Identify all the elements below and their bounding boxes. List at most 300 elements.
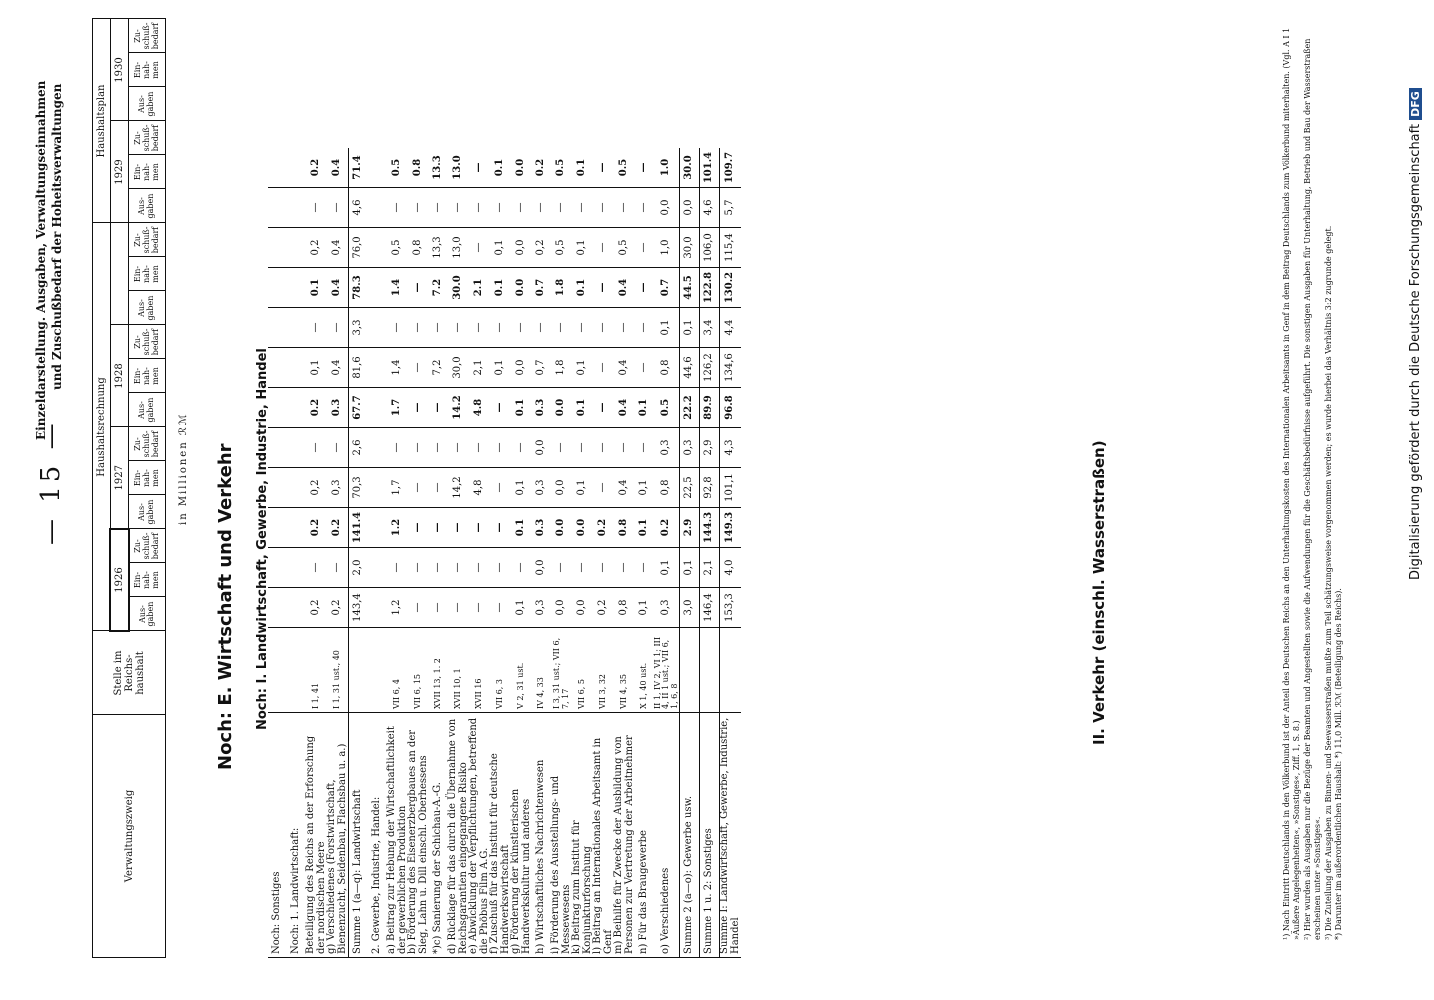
- row-value: —: [551, 548, 572, 588]
- row-value: [268, 588, 287, 628]
- header-group-1: Haushaltsrechnung: [93, 223, 111, 631]
- row-value: [368, 548, 387, 588]
- row-value: —: [429, 468, 448, 508]
- row-value: 0.4: [614, 268, 635, 308]
- row-value: 0.2: [306, 148, 327, 188]
- row-value: [268, 548, 287, 588]
- row-value: [287, 228, 306, 268]
- row-label: Beteiligung des Reichs an der Erforschung der nordischen Meere: [306, 713, 327, 958]
- row-value: 4,6: [349, 188, 369, 228]
- row-value: [287, 468, 306, 508]
- row-value: —: [593, 228, 614, 268]
- row-stelle: XVII 13, 1. 2: [429, 628, 448, 713]
- footnote-3: ³) Die Zuteilung der Ausgaben zu Binnen- und Seewasserstraßen mußte zum Teil schätzungsweise vorgenommen werden; es wurde hierbei das Verhältnis 3:2 zugrunde gelegt.: [1323, 225, 1333, 940]
- row-value: —: [448, 188, 469, 228]
- row-value: 0.5: [654, 388, 680, 428]
- row-value: 1.7: [387, 388, 408, 428]
- row-stelle: [287, 628, 306, 713]
- row-value: 0.2: [306, 508, 327, 548]
- row-value: —: [511, 308, 532, 348]
- row-value: 1,4: [387, 348, 408, 388]
- row-value: 0.7: [654, 268, 680, 308]
- row-stelle: [680, 628, 700, 713]
- row-value: —: [532, 308, 551, 348]
- header-year-1930: 1930: [110, 19, 128, 121]
- row-label: Noch: Sonstiges: [268, 713, 287, 958]
- header-sub-1-1: Ein-nah-men: [129, 461, 166, 495]
- row-value: [368, 508, 387, 548]
- row-value: 78.3: [349, 268, 369, 308]
- row-label: *)c) Sanierung der Schichau-A.-G.: [429, 713, 448, 958]
- row-value: [368, 388, 387, 428]
- row-value: 0.1: [572, 268, 593, 308]
- row-value: 1.2: [387, 508, 408, 548]
- row-value: —: [469, 188, 490, 228]
- row-label: Summe 1 (a—q): Landwirtschaft: [349, 713, 369, 958]
- row-stelle: [349, 628, 369, 713]
- row-value: 13,0: [448, 228, 469, 268]
- row-value: 2,9: [700, 428, 720, 468]
- row-value: [268, 268, 287, 308]
- table-row: [614, 148, 635, 958]
- row-value: [268, 228, 287, 268]
- row-value: —: [306, 428, 327, 468]
- row-value: —: [429, 548, 448, 588]
- row-value: 14.2: [448, 388, 469, 428]
- row-value: —: [469, 228, 490, 268]
- header-year-1929: 1929: [110, 121, 128, 223]
- row-label: k) Beitrag zum Institut für Konjunkturforschung: [572, 713, 593, 958]
- row-value: —: [429, 428, 448, 468]
- footnote-4: *) Darunter im außerordentlichen Haushalt: *) 11,0 Mill. ℛℳ (Beteiligung des Reichs).: [1333, 588, 1343, 940]
- table-row: [327, 148, 349, 958]
- row-value: 0,5: [387, 228, 408, 268]
- row-value: 0,2: [306, 588, 327, 628]
- row-value: —: [448, 548, 469, 588]
- row-stelle: [700, 628, 720, 713]
- row-stelle: VII 4, 35: [614, 628, 635, 713]
- row-value: —: [327, 428, 349, 468]
- row-value: 0.4: [614, 388, 635, 428]
- row-value: [368, 428, 387, 468]
- row-value: —: [614, 548, 635, 588]
- row-value: 0,1: [490, 348, 511, 388]
- row-value: 30,0: [448, 348, 469, 388]
- row-label: d) Rücklage für das durch die Übernahme von Reichsgarantien eingegangene Risiko: [448, 713, 469, 958]
- header-sub-5-1: Ein-nah-men: [129, 53, 166, 87]
- header-group-2: Haushaltsplan: [93, 19, 111, 223]
- row-value: 2,1: [700, 548, 720, 588]
- row-value: —: [511, 428, 532, 468]
- row-value: —: [408, 308, 429, 348]
- row-label: Summe 1 u. 2: Sonstiges: [700, 713, 720, 958]
- row-label: a) Beitrag zur Hebung der Wirtschaftlichkeit der gewerblichen Produktion: [387, 713, 408, 958]
- table-row: [448, 148, 469, 958]
- row-value: 0,4: [614, 348, 635, 388]
- row-value: 0,2: [532, 228, 551, 268]
- row-value: 22,5: [680, 468, 700, 508]
- column-header-table: [92, 19, 166, 959]
- row-label: o) Verschiedenes: [654, 713, 680, 958]
- row-value: [268, 388, 287, 428]
- row-value: 0,8: [614, 588, 635, 628]
- row-value: —: [572, 428, 593, 468]
- data-table: [268, 148, 741, 958]
- row-label: n) Für das Braugewerbe: [635, 713, 654, 958]
- row-value: —: [387, 548, 408, 588]
- footnote-2: ²) Hier wurden als Ausgaben nur die Bezüge der Beamten und Angestellten sowie die Aufwendungen für die Geschäftsbedürfnisse aufgeführt. Die sonstigen Ausgaben für Unterhaltung, Betrieb und Bau der Wasserstraßen erscheinen unter »Sonstiges«.: [1302, 38, 1323, 940]
- row-value: 92,8: [700, 468, 720, 508]
- row-value: [368, 348, 387, 388]
- row-label: e) Abwicklung der Verpflichtungen, betreffend die Phöbus Film A.G.: [469, 713, 490, 958]
- row-value: 71.4: [349, 148, 369, 188]
- row-value: —: [408, 348, 429, 388]
- row-value: —: [408, 588, 429, 628]
- row-value: 141.4: [349, 508, 369, 548]
- row-value: 4,8: [469, 468, 490, 508]
- row-value: 0,1: [572, 468, 593, 508]
- row-value: —: [306, 188, 327, 228]
- row-value: [287, 188, 306, 228]
- row-value: —: [635, 228, 654, 268]
- row-value: —: [490, 548, 511, 588]
- row-value: 134,6: [720, 348, 742, 388]
- header-sub-4-0: Aus-gaben: [129, 189, 166, 223]
- row-value: 0.5: [614, 148, 635, 188]
- row-value: —: [469, 588, 490, 628]
- row-value: —: [469, 308, 490, 348]
- row-value: [287, 428, 306, 468]
- row-value: 44,6: [680, 348, 700, 388]
- row-value: [268, 148, 287, 188]
- table-row: [408, 148, 429, 958]
- row-stelle: [268, 628, 287, 713]
- row-stelle: [368, 628, 387, 713]
- row-stelle: [720, 628, 742, 713]
- row-value: [268, 508, 287, 548]
- row-value: —: [327, 308, 349, 348]
- row-value: 0,2: [327, 588, 349, 628]
- row-value: —: [511, 188, 532, 228]
- row-value: 76,0: [349, 228, 369, 268]
- row-value: 0.4: [327, 148, 349, 188]
- row-stelle: I 1, 41: [306, 628, 327, 713]
- row-value: 3,3: [349, 308, 369, 348]
- row-value: —: [408, 548, 429, 588]
- row-value: [268, 348, 287, 388]
- row-value: —: [593, 148, 614, 188]
- header-sub-2-1: Ein-nah-men: [129, 359, 166, 393]
- row-value: 0,5: [551, 228, 572, 268]
- row-value: —: [572, 308, 593, 348]
- row-value: 1,7: [387, 468, 408, 508]
- row-value: 7,2: [429, 348, 448, 388]
- row-stelle: I 1, 31 ust., 40: [327, 628, 349, 713]
- row-value: 0.8: [614, 508, 635, 548]
- row-value: —: [448, 588, 469, 628]
- row-value: 0,1: [654, 308, 680, 348]
- row-value: 0,8: [408, 228, 429, 268]
- header-sub-5-2: Zu-schuß-bedarf: [129, 19, 166, 53]
- row-value: —: [490, 468, 511, 508]
- row-value: 0,0: [551, 468, 572, 508]
- header-sub-3-2: Zu-schuß-bedarf: [129, 223, 166, 257]
- header-sub-2-0: Aus-gaben: [129, 393, 166, 427]
- header-sub-1-2: Zu-schuß-bedarf: [129, 427, 166, 461]
- row-value: 0,0: [680, 188, 700, 228]
- row-value: 0.0: [551, 388, 572, 428]
- row-value: 0,3: [654, 588, 680, 628]
- row-value: —: [306, 308, 327, 348]
- header-sub-3-0: Aus-gaben: [129, 291, 166, 325]
- section-subtitle: Noch: I. Landwirtschaft, Gewerbe, Industrie, Handel: [255, 348, 270, 730]
- row-value: 0.1: [490, 268, 511, 308]
- row-value: 126,2: [700, 348, 720, 388]
- row-value: 0.2: [532, 148, 551, 188]
- row-value: 4.8: [469, 388, 490, 428]
- row-value: —: [429, 388, 448, 428]
- row-value: 3,0: [680, 588, 700, 628]
- row-value: 0,1: [306, 348, 327, 388]
- row-value: —: [327, 188, 349, 228]
- row-value: [287, 548, 306, 588]
- table-row: [268, 148, 287, 958]
- table-row: [469, 148, 490, 958]
- header-sub-5-0: Aus-gaben: [129, 87, 166, 121]
- row-value: —: [572, 548, 593, 588]
- row-value: —: [593, 268, 614, 308]
- row-value: 0.0: [551, 508, 572, 548]
- header-sub-0-0: Aus-gaben: [129, 597, 166, 631]
- row-value: 1,0: [654, 228, 680, 268]
- row-value: 44.5: [680, 268, 700, 308]
- row-value: —: [490, 508, 511, 548]
- row-value: 22.2: [680, 388, 700, 428]
- row-value: —: [469, 548, 490, 588]
- row-value: 143,4: [349, 588, 369, 628]
- row-value: 0.3: [532, 508, 551, 548]
- row-value: 0.3: [532, 388, 551, 428]
- row-value: —: [387, 188, 408, 228]
- row-value: [287, 588, 306, 628]
- row-label: m) Beihilfe für Zwecke der Ausbildung von Personen zur Vertretung der Arbeitnehmer: [614, 713, 635, 958]
- row-value: —: [408, 508, 429, 548]
- row-label: f) Zuschuß für das Institut für deutsche Handwerkswirtschaft: [490, 713, 511, 958]
- table-row: [387, 148, 408, 958]
- row-stelle: VII 6, 15: [408, 628, 429, 713]
- row-value: —: [635, 188, 654, 228]
- row-value: 5,7: [720, 188, 742, 228]
- row-value: 0,1: [490, 228, 511, 268]
- row-value: —: [429, 588, 448, 628]
- row-value: [368, 148, 387, 188]
- row-value: 0.2: [306, 388, 327, 428]
- row-value: 3,4: [700, 308, 720, 348]
- header-stelle: Stelle im Reichs-haushalt: [93, 631, 166, 715]
- footnotes: [1282, 10, 1344, 940]
- row-value: [368, 228, 387, 268]
- row-value: 7.2: [429, 268, 448, 308]
- row-value: 0,0: [511, 228, 532, 268]
- table-row: [593, 148, 614, 958]
- row-value: 0.4: [327, 268, 349, 308]
- table-row: [654, 148, 680, 958]
- row-value: 0.7: [532, 268, 551, 308]
- row-value: 153,3: [720, 588, 742, 628]
- table-row: [532, 148, 551, 958]
- table-row: [572, 148, 593, 958]
- table-row: [680, 148, 700, 958]
- row-value: 4,6: [700, 188, 720, 228]
- row-value: [368, 588, 387, 628]
- row-label: b) Förderung des Eisenerzbergbaues an der Sieg, Lahn u. Dill einschl. Oberhessens: [408, 713, 429, 958]
- row-value: [268, 428, 287, 468]
- row-value: 0,4: [327, 228, 349, 268]
- row-value: —: [614, 428, 635, 468]
- row-value: —: [635, 148, 654, 188]
- row-value: —: [408, 388, 429, 428]
- header-sub-4-2: Zu-schuß-bedarf: [129, 121, 166, 155]
- row-value: 0,3: [532, 468, 551, 508]
- page-heading: Einzeldarstellung. Ausgaben, Verwaltungseinnahmen: [34, 80, 48, 440]
- row-value: [268, 308, 287, 348]
- row-label: Summe 2 (a—o): Gewerbe usw.: [680, 713, 700, 958]
- row-value: —: [614, 188, 635, 228]
- row-value: —: [593, 468, 614, 508]
- row-value: —: [408, 468, 429, 508]
- row-value: [368, 188, 387, 228]
- row-label: l) Beitrag an Internationales Arbeitsamt in Genf: [593, 713, 614, 958]
- row-value: 1.0: [654, 148, 680, 188]
- table-row: [349, 148, 369, 958]
- row-value: —: [635, 548, 654, 588]
- row-value: 0,8: [654, 468, 680, 508]
- row-value: —: [490, 588, 511, 628]
- row-value: 0,2: [306, 468, 327, 508]
- row-value: 2.9: [680, 508, 700, 548]
- row-value: —: [469, 148, 490, 188]
- row-value: [287, 508, 306, 548]
- row-value: 106,0: [700, 228, 720, 268]
- row-value: —: [429, 508, 448, 548]
- row-label: Summe I: Landwirtschaft, Gewerbe, Industrie, Handel: [720, 713, 742, 958]
- row-value: 0.3: [327, 388, 349, 428]
- row-value: 0,0: [572, 588, 593, 628]
- row-value: 0.5: [551, 148, 572, 188]
- row-value: —: [469, 508, 490, 548]
- row-value: [268, 188, 287, 228]
- row-value: —: [408, 188, 429, 228]
- row-value: 4,4: [720, 308, 742, 348]
- row-value: —: [635, 268, 654, 308]
- row-value: —: [408, 268, 429, 308]
- row-value: 89.9: [700, 388, 720, 428]
- row-value: —: [327, 548, 349, 588]
- row-value: —: [532, 188, 551, 228]
- row-value: 1.8: [551, 268, 572, 308]
- row-value: 13.3: [429, 148, 448, 188]
- row-value: 2,0: [349, 548, 369, 588]
- row-value: 1,2: [387, 588, 408, 628]
- row-value: [287, 268, 306, 308]
- row-value: —: [614, 308, 635, 348]
- header-year-1928: 1928: [110, 325, 128, 427]
- digitization-text: Digitalisierung gefördert durch die Deutsche Forschungsgemeinschaft: [1408, 123, 1423, 580]
- row-value: 130.2: [720, 268, 742, 308]
- row-value: —: [408, 428, 429, 468]
- row-stelle: IV 4, 33: [532, 628, 551, 713]
- row-value: 0,1: [654, 548, 680, 588]
- section-title: Noch: E. Wirtschaft und Verkehr: [215, 443, 236, 770]
- row-value: [368, 468, 387, 508]
- row-value: 0,1: [572, 348, 593, 388]
- row-stelle: XVII 10, 1: [448, 628, 469, 713]
- row-value: 4,3: [720, 428, 742, 468]
- row-value: 0,1: [572, 228, 593, 268]
- row-value: [287, 348, 306, 388]
- row-value: 0.5: [387, 148, 408, 188]
- table-row: [429, 148, 448, 958]
- row-value: 0,5: [614, 228, 635, 268]
- table-row: [551, 148, 572, 958]
- page-subheading: und Zuschußbedarf der Hoheitsverwaltungen: [50, 83, 64, 390]
- footnote-1: ¹) Nach Eintritt Deutschlands in den Völkerbund ist der Anteil des Deutschen Reichs an den Unterhaltungskosten des Internationalen Arbeitsamts in Genf in dem Beitrag Deutschlands zum Völkerbund miterhalten. (Vgl. A I 1 »Äußere Angelegenheiten«, »Sonstiges«, Ziff. 1, S. 8.): [1282, 27, 1302, 940]
- row-value: —: [490, 188, 511, 228]
- row-value: [287, 388, 306, 428]
- row-stelle: X 1, 40 ust.: [635, 628, 654, 713]
- row-value: —: [635, 348, 654, 388]
- row-value: 67.7: [349, 388, 369, 428]
- row-value: —: [635, 308, 654, 348]
- row-value: 0,2: [306, 228, 327, 268]
- table-row: [720, 148, 742, 958]
- row-value: —: [387, 428, 408, 468]
- header-year-1927: 1927: [110, 427, 128, 529]
- section-verkehr-title: II. Verkehr (einschl. Wasserstraßen): [1090, 440, 1108, 745]
- row-label: i) Förderung des Ausstellungs- und Messewesens: [551, 713, 572, 958]
- row-value: [368, 308, 387, 348]
- row-value: [287, 148, 306, 188]
- row-value: 0.8: [408, 148, 429, 188]
- row-value: 0,2: [593, 588, 614, 628]
- row-value: —: [448, 428, 469, 468]
- row-value: —: [511, 548, 532, 588]
- row-value: —: [429, 188, 448, 228]
- row-value: [268, 468, 287, 508]
- row-value: —: [490, 308, 511, 348]
- row-value: —: [551, 308, 572, 348]
- row-stelle: I 3, 31 ust.; VII 6, 7, 17: [551, 628, 572, 713]
- row-value: 4,0: [720, 548, 742, 588]
- row-value: 115,4: [720, 228, 742, 268]
- table-row: [287, 148, 306, 958]
- row-value: 13.0: [448, 148, 469, 188]
- table-row: [368, 148, 387, 958]
- row-value: 81,6: [349, 348, 369, 388]
- row-value: 14,2: [448, 468, 469, 508]
- row-value: 0,1: [635, 588, 654, 628]
- row-value: 30.0: [680, 148, 700, 188]
- row-value: 0,1: [680, 548, 700, 588]
- row-value: 101,1: [720, 468, 742, 508]
- row-value: 0,3: [654, 428, 680, 468]
- row-value: 144.3: [700, 508, 720, 548]
- header-sub-0-2: Zu-schuß-bedarf: [129, 529, 166, 563]
- row-value: 0.1: [635, 508, 654, 548]
- row-stelle: VII 6, 4: [387, 628, 408, 713]
- row-value: 2,1: [469, 348, 490, 388]
- table-row: [490, 148, 511, 958]
